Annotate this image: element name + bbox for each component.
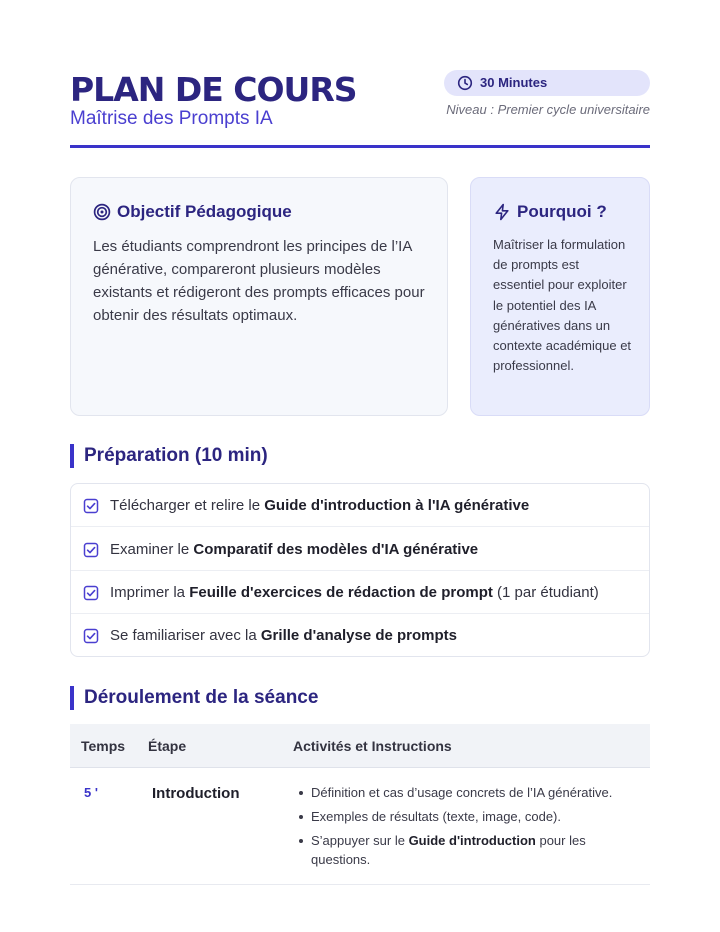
checkbox-checked-icon[interactable]	[83, 542, 99, 558]
checklist-item[interactable]	[71, 528, 649, 571]
why-card	[470, 177, 650, 416]
row-activities	[311, 783, 641, 874]
checklist-item[interactable]	[71, 571, 649, 614]
why-heading-text: Pourquoi ?	[517, 202, 607, 221]
table-header	[70, 724, 650, 768]
checkbox-checked-icon[interactable]	[83, 628, 99, 644]
page-subtitle: Maîtrise des Prompts IA	[70, 108, 273, 129]
preparation-checklist	[70, 483, 650, 657]
session-title: Déroulement de la séance	[70, 686, 318, 710]
level-label: Niveau : Premier cycle universitaire	[446, 102, 650, 117]
row-step: Introduction	[152, 785, 240, 802]
duration-badge	[444, 70, 650, 96]
checkbox-checked-icon[interactable]	[83, 498, 99, 514]
checkbox-checked-icon[interactable]	[83, 585, 99, 601]
checklist-item-text: Se familiariser avec la Grille d'analyse de prompts	[110, 627, 458, 644]
column-header-step: Étape	[148, 738, 187, 754]
checklist-item-text: Télécharger et relire le Guide d'introduction à l'IA générative	[110, 497, 530, 514]
duration-label: 30 Minutes	[480, 75, 548, 90]
checklist-item[interactable]	[71, 484, 649, 527]
objective-card	[70, 177, 448, 416]
row-time: 5 '	[84, 785, 98, 800]
preparation-title: Préparation (10 min)	[70, 444, 268, 468]
clock-icon	[457, 75, 473, 91]
activity-item: Exemples de résultats (texte, image, code).	[311, 807, 641, 826]
checklist-item-text: Examiner le Comparatif des modèles d'IA générative	[110, 541, 479, 558]
column-header-time: Temps	[81, 738, 126, 754]
activity-item: Définition et cas d’usage concrets de l’IA générative.	[311, 783, 641, 802]
page-header	[70, 68, 650, 148]
objective-heading-text: Objectif Pédagogique	[117, 202, 292, 221]
checklist-item[interactable]	[71, 614, 649, 657]
activity-item: S’appuyer sur le Guide d'introduction pour les questions.	[311, 831, 641, 869]
why-text: Maîtriser la formulation de prompts est essentiel pour exploiter le potentiel des IA génératives dans un contexte académique et professionnel.	[493, 237, 632, 374]
target-icon	[93, 203, 111, 221]
page-title: PLAN DE COURS	[70, 70, 357, 109]
table-row	[70, 768, 650, 885]
header-divider	[70, 145, 650, 148]
column-header-activities: Activités et Instructions	[293, 738, 452, 754]
lightning-icon	[493, 203, 511, 221]
objective-text: Les étudiants comprendront les principes de l’IA générative, compareront plusieurs modèles existants et rédigeront des prompts efficaces pour obtenir des résultats optimaux.	[93, 238, 425, 324]
checklist-item-text: Imprimer la Feuille d'exercices de rédaction de prompt (1 par étudiant)	[110, 584, 599, 601]
